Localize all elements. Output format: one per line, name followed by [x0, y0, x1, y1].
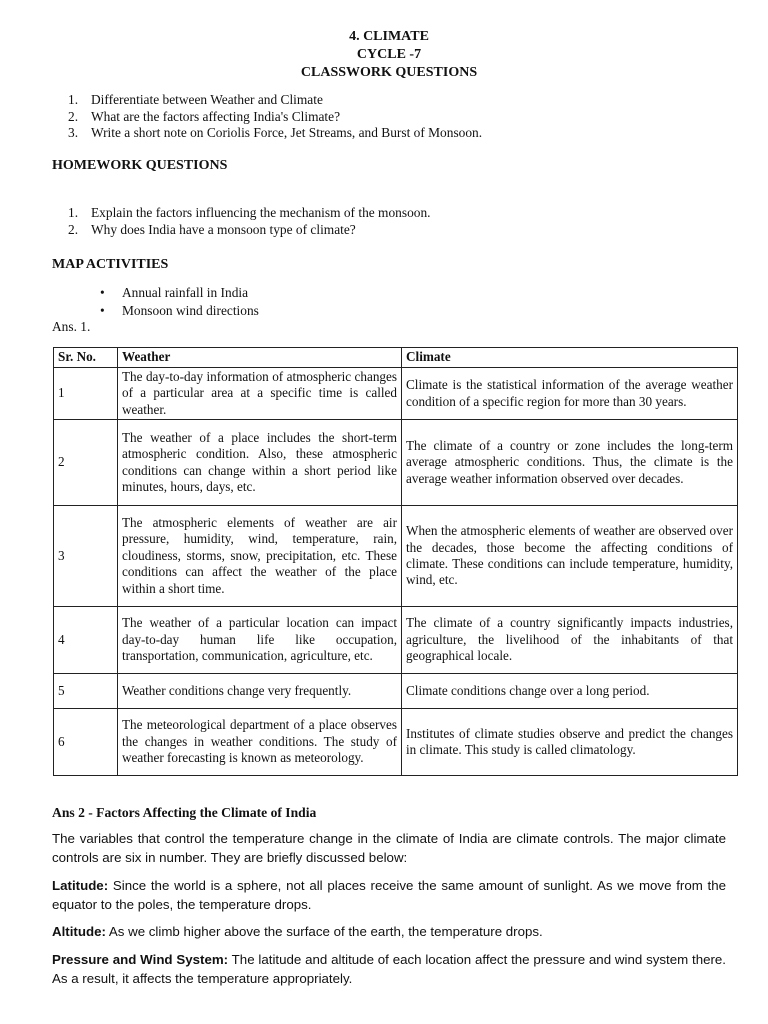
cell-climate: Climate is the statistical information of the average weather condition of a specific region for more than 30 years.: [402, 368, 738, 420]
cell-sr-no: 2: [54, 420, 118, 506]
factor-altitude: [52, 923, 726, 942]
factor-term: Latitude:: [52, 878, 109, 893]
cell-sr-no: 1: [54, 368, 118, 420]
map-activities-heading: MAP ACTIVITIES: [52, 257, 169, 272]
classwork-question-list: [68, 92, 482, 142]
question-text: Write a short note on Coriolis Force, Jet Streams, and Burst of Monsoon.: [91, 125, 483, 140]
cell-weather: The weather of a place includes the short-term atmospheric condition. Also, these atmospheric conditions can change within a short period like minutes, hours, days, etc.: [118, 420, 402, 506]
cell-sr-no: 4: [54, 607, 118, 674]
header-climate: Climate: [402, 348, 738, 368]
question-text: Why does India have a monsoon type of climate?: [91, 221, 356, 237]
cycle-label: CYCLE -7: [356, 47, 422, 62]
item-number: 3.: [68, 125, 79, 140]
map-activities-list: [100, 284, 259, 320]
activity-text: Annual rainfall in India: [122, 285, 249, 300]
cell-sr-no: 3: [54, 506, 118, 607]
cell-sr-no: 6: [54, 709, 118, 776]
header-sr-no: Sr. No.: [54, 348, 118, 368]
list-item: [68, 222, 431, 239]
bullet-icon: •: [100, 285, 105, 300]
table-row: [54, 420, 738, 506]
list-item: [68, 109, 482, 126]
item-number: 1.: [68, 205, 79, 220]
cell-weather: The day-to-day information of atmospheric changes of a particular area at a specific time is called weather.: [118, 368, 402, 420]
item-number: 2.: [68, 221, 79, 237]
factor-term: Pressure and Wind System:: [52, 952, 229, 967]
factor-term: Altitude:: [52, 924, 106, 939]
factor-text: The latitude and altitude of each location affect the pressure and wind system there. As a result, it affects the temperature appropriately.: [52, 952, 727, 986]
chapter-title: 4. CLIMATE: [349, 29, 429, 44]
table-header-row: [54, 348, 738, 368]
bullet-icon: •: [100, 303, 105, 318]
answer-2-title: Ans 2 - Factors Affecting the Climate of India: [52, 805, 317, 820]
cell-weather: The atmospheric elements of weather are air pressure, humidity, wind, temperature, rain, cloudiness, storms, snow, precipitation, etc. These conditions can affect the weather of the place within a short time.: [118, 506, 402, 607]
table-row: [54, 506, 738, 607]
activity-text: Monsoon wind directions: [122, 303, 259, 318]
question-text: What are the factors affecting India's Climate?: [91, 108, 341, 124]
factor-text: As we climb higher above the surface of the earth, the temperature drops.: [105, 924, 543, 939]
answer-1-label: Ans. 1.: [52, 319, 91, 334]
cell-weather: Weather conditions change very frequently.: [118, 674, 402, 709]
cell-climate: The climate of a country or zone includes the long-term average atmospheric conditions. Thus, the climate is the average weather information observed over decades.: [402, 420, 738, 506]
header-weather: Weather: [118, 348, 402, 368]
factor-text: Since the world is a sphere, not all places receive the same amount of sunlight. As we move from the equator to the poles, the temperature drops.: [52, 878, 726, 912]
cell-climate: When the atmospheric elements of weather are observed over the decades, those become the affecting conditions of climate. These conditions can include temperature, humidity, wind, etc.: [402, 506, 738, 607]
weather-climate-table: [53, 347, 738, 776]
cell-weather: The weather of a particular location can impact day-to-day human life like occupation, transportation, communication, agriculture, etc.: [118, 607, 402, 674]
classwork-heading: CLASSWORK QUESTIONS: [300, 65, 478, 80]
list-item: [100, 302, 259, 320]
table-row: [54, 368, 738, 420]
list-item: [68, 92, 482, 109]
homework-question-list: [68, 205, 431, 238]
item-number: 2.: [68, 108, 79, 124]
list-item: [100, 284, 259, 302]
cell-climate: The climate of a country significantly impacts industries, agriculture, the livelihood of the inhabitants of that geographical locale.: [402, 607, 738, 674]
question-text: Differentiate between Weather and Climate: [91, 92, 323, 107]
item-number: 1.: [68, 92, 79, 107]
table-row: [54, 674, 738, 709]
factor-pressure-wind: [52, 951, 726, 988]
answer-2-intro: The variables that control the temperature change in the climate of India are climate controls. The major climate controls are six in number. They are briefly discussed below:: [52, 831, 726, 865]
table-row: [54, 709, 738, 776]
cell-weather: The meteorological department of a place observes the changes in weather conditions. The study of weather forecasting is known as meteorology.: [118, 709, 402, 776]
cell-sr-no: 5: [54, 674, 118, 709]
factor-latitude: [52, 877, 726, 914]
cell-climate: Institutes of climate studies observe and predict the changes in climate. This study is called climatology.: [402, 709, 738, 776]
list-item: [68, 125, 482, 142]
question-text: Explain the factors influencing the mechanism of the monsoon.: [91, 205, 431, 220]
table-row: [54, 607, 738, 674]
list-item: [68, 205, 431, 222]
homework-heading: HOMEWORK QUESTIONS: [52, 158, 228, 173]
cell-climate: Climate conditions change over a long period.: [402, 674, 738, 709]
